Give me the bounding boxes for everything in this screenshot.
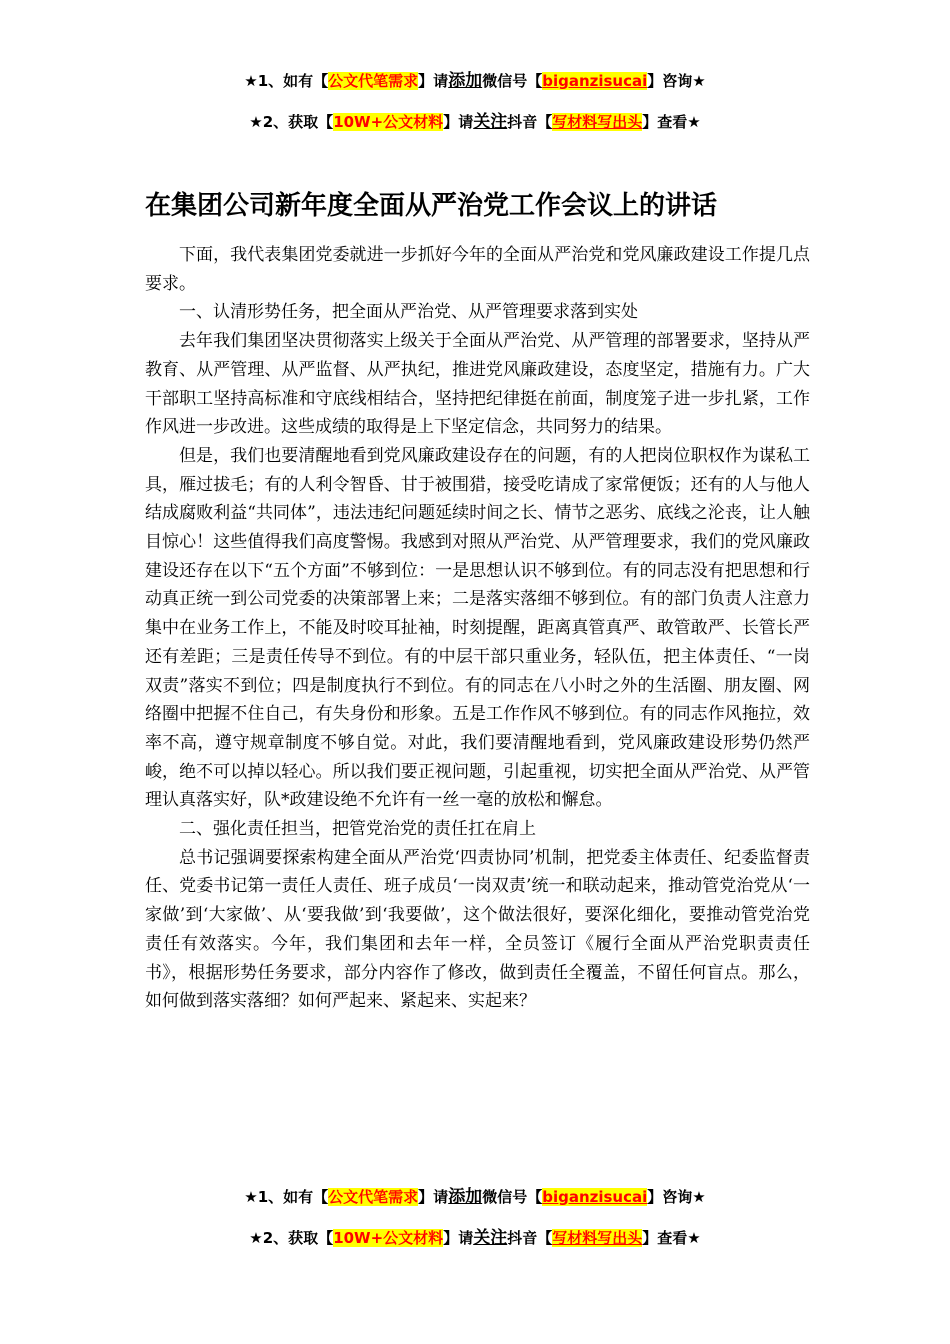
promo-emphasis: 添加 bbox=[448, 1187, 483, 1207]
promo-emphasis: 关注 bbox=[473, 112, 508, 132]
promo-highlight: 公文代笔需求 bbox=[328, 72, 419, 90]
promo-text: 微信号【 bbox=[482, 1188, 543, 1206]
promo-text: ★1、如有【 bbox=[244, 1188, 329, 1206]
promo-text: ★1、如有【 bbox=[244, 72, 329, 90]
promo-highlight: 10W+公文材料 bbox=[333, 1229, 444, 1247]
promo-line-1-top bbox=[0, 70, 950, 92]
promo-text: 】咨询★ bbox=[647, 1188, 706, 1206]
document-title: 在集团公司新年度全面从严治党工作会议上的讲话 bbox=[145, 191, 718, 221]
promo-highlight: 公文代笔需求 bbox=[328, 1188, 419, 1206]
promo-line-1-bottom bbox=[0, 1186, 950, 1208]
promo-text: ★2、获取【 bbox=[249, 113, 334, 131]
promo-line-2-top bbox=[0, 111, 950, 133]
douyin-account-link[interactable]: 写材料写出头 bbox=[552, 1229, 643, 1247]
douyin-account-link[interactable]: 写材料写出头 bbox=[552, 113, 643, 131]
paragraph-intro: 下面，我代表集团党委就进一步抓好今年的全面从严治党和党风廉政建设工作提几点要求。 bbox=[145, 245, 810, 294]
promo-text: 】咨询★ bbox=[647, 72, 706, 90]
section-heading-1: 一、认清形势任务，把全面从严治党、从严管理要求落到实处 bbox=[179, 302, 638, 323]
promo-text: 微信号【 bbox=[482, 72, 543, 90]
promo-text: 】查看★ bbox=[642, 113, 701, 131]
wechat-id-link[interactable]: biganzisucai bbox=[542, 72, 648, 90]
document-body bbox=[145, 241, 810, 1016]
promo-text: 抖音【 bbox=[507, 1229, 553, 1247]
section-heading-2: 二、强化责任担当，把管党治党的责任扛在肩上 bbox=[179, 819, 536, 840]
promo-text: 】请 bbox=[443, 1229, 474, 1247]
paragraph: 但是，我们也要清醒地看到党风廉政建设存在的问题，有的人把岗位职权作为谋私工具，雁过拔毛；有的人利令智昏、甘于被围猎，接受吃请成了家常便饭；还有的人与他人结成腐败利益“共同体”，违法违纪问题延续时间之长、情节之恶劣、底线之沦丧，让人触目惊心！这些值得我们高度警惕。我感到对照从严治党、从严管理要求，我们的党风廉政建设还存在以下“五个方面”不够到位：一是思想认识不够到位。有的同志没有把思想和行动真正统一到公司党委的决策部署上来；二是落实落细不够到位。有的部门负责人注意力集中在业务工作上，不能及时咬耳扯袖，时刻提醒，距离真管真严、敢管敢严、长管长严还有差距；三是责任传导不到位。有的中层干部只重业务，轻队伍，把主体责任、“一岗双责”落实不到位；四是制度执行不到位。有的同志在八小时之外的生活圈、朋友圈、网络圈中把握不住自己，有失身份和形象。五是工作作风不够到位。有的同志作风拖拉，效率不高，遵守规章制度不够自觉。对此，我们要清醒地看到，党风廉政建设形势仍然严峻，绝不可以掉以轻心。所以我们要正视问题，引起重视，切实把全面从严治党、从严管理认真落实好，队*政建设绝不允许有一丝一毫的放松和懈怠。 bbox=[145, 445, 810, 811]
promo-text: ★2、获取【 bbox=[249, 1229, 334, 1247]
promo-text: 】请 bbox=[443, 113, 474, 131]
promo-text: 抖音【 bbox=[507, 113, 553, 131]
promo-text: 】查看★ bbox=[642, 1229, 701, 1247]
promo-highlight: 10W+公文材料 bbox=[333, 113, 444, 131]
paragraph: 总书记强调要探索构建全面从严治党‘四责协同’机制，把党委主体责任、纪委监督责任、党委书记第一责任人责任、班子成员‘一岗双责’统一和联动起来，推动管党治党从‘一家做’到‘大家做’、从‘要我做’到‘我要做’，这个做法很好，要深化细化，要推动管党治党责任有效落实。今年，我们集团和去年一样，全员签订《履行全面从严治党职责责任书》，根据形势任务要求，部分内容作了修改，做到责任全覆盖，不留任何盲点。那么，如何做到落实落细？如何严起来、紧起来、实起来？ bbox=[145, 847, 810, 1012]
promo-text: 】请 bbox=[418, 72, 449, 90]
wechat-id-link[interactable]: biganzisucai bbox=[542, 1188, 648, 1206]
promo-text: 】请 bbox=[418, 1188, 449, 1206]
paragraph: 去年我们集团坚决贯彻落实上级关于全面从严治党、从严管理的部署要求，坚持从严教育、从严管理、从严监督、从严执纪，推进党风廉政建设，态度坚定，措施有力。广大干部职工坚持高标准和守底线相结合，坚持把纪律挺在前面，制度笼子进一步扎紧，工作作风进一步改进。这些成绩的取得是上下坚定信念，共同努力的结果。 bbox=[145, 331, 810, 438]
promo-emphasis: 关注 bbox=[473, 1228, 508, 1248]
promo-line-2-bottom bbox=[0, 1227, 950, 1249]
promo-emphasis: 添加 bbox=[448, 71, 483, 91]
